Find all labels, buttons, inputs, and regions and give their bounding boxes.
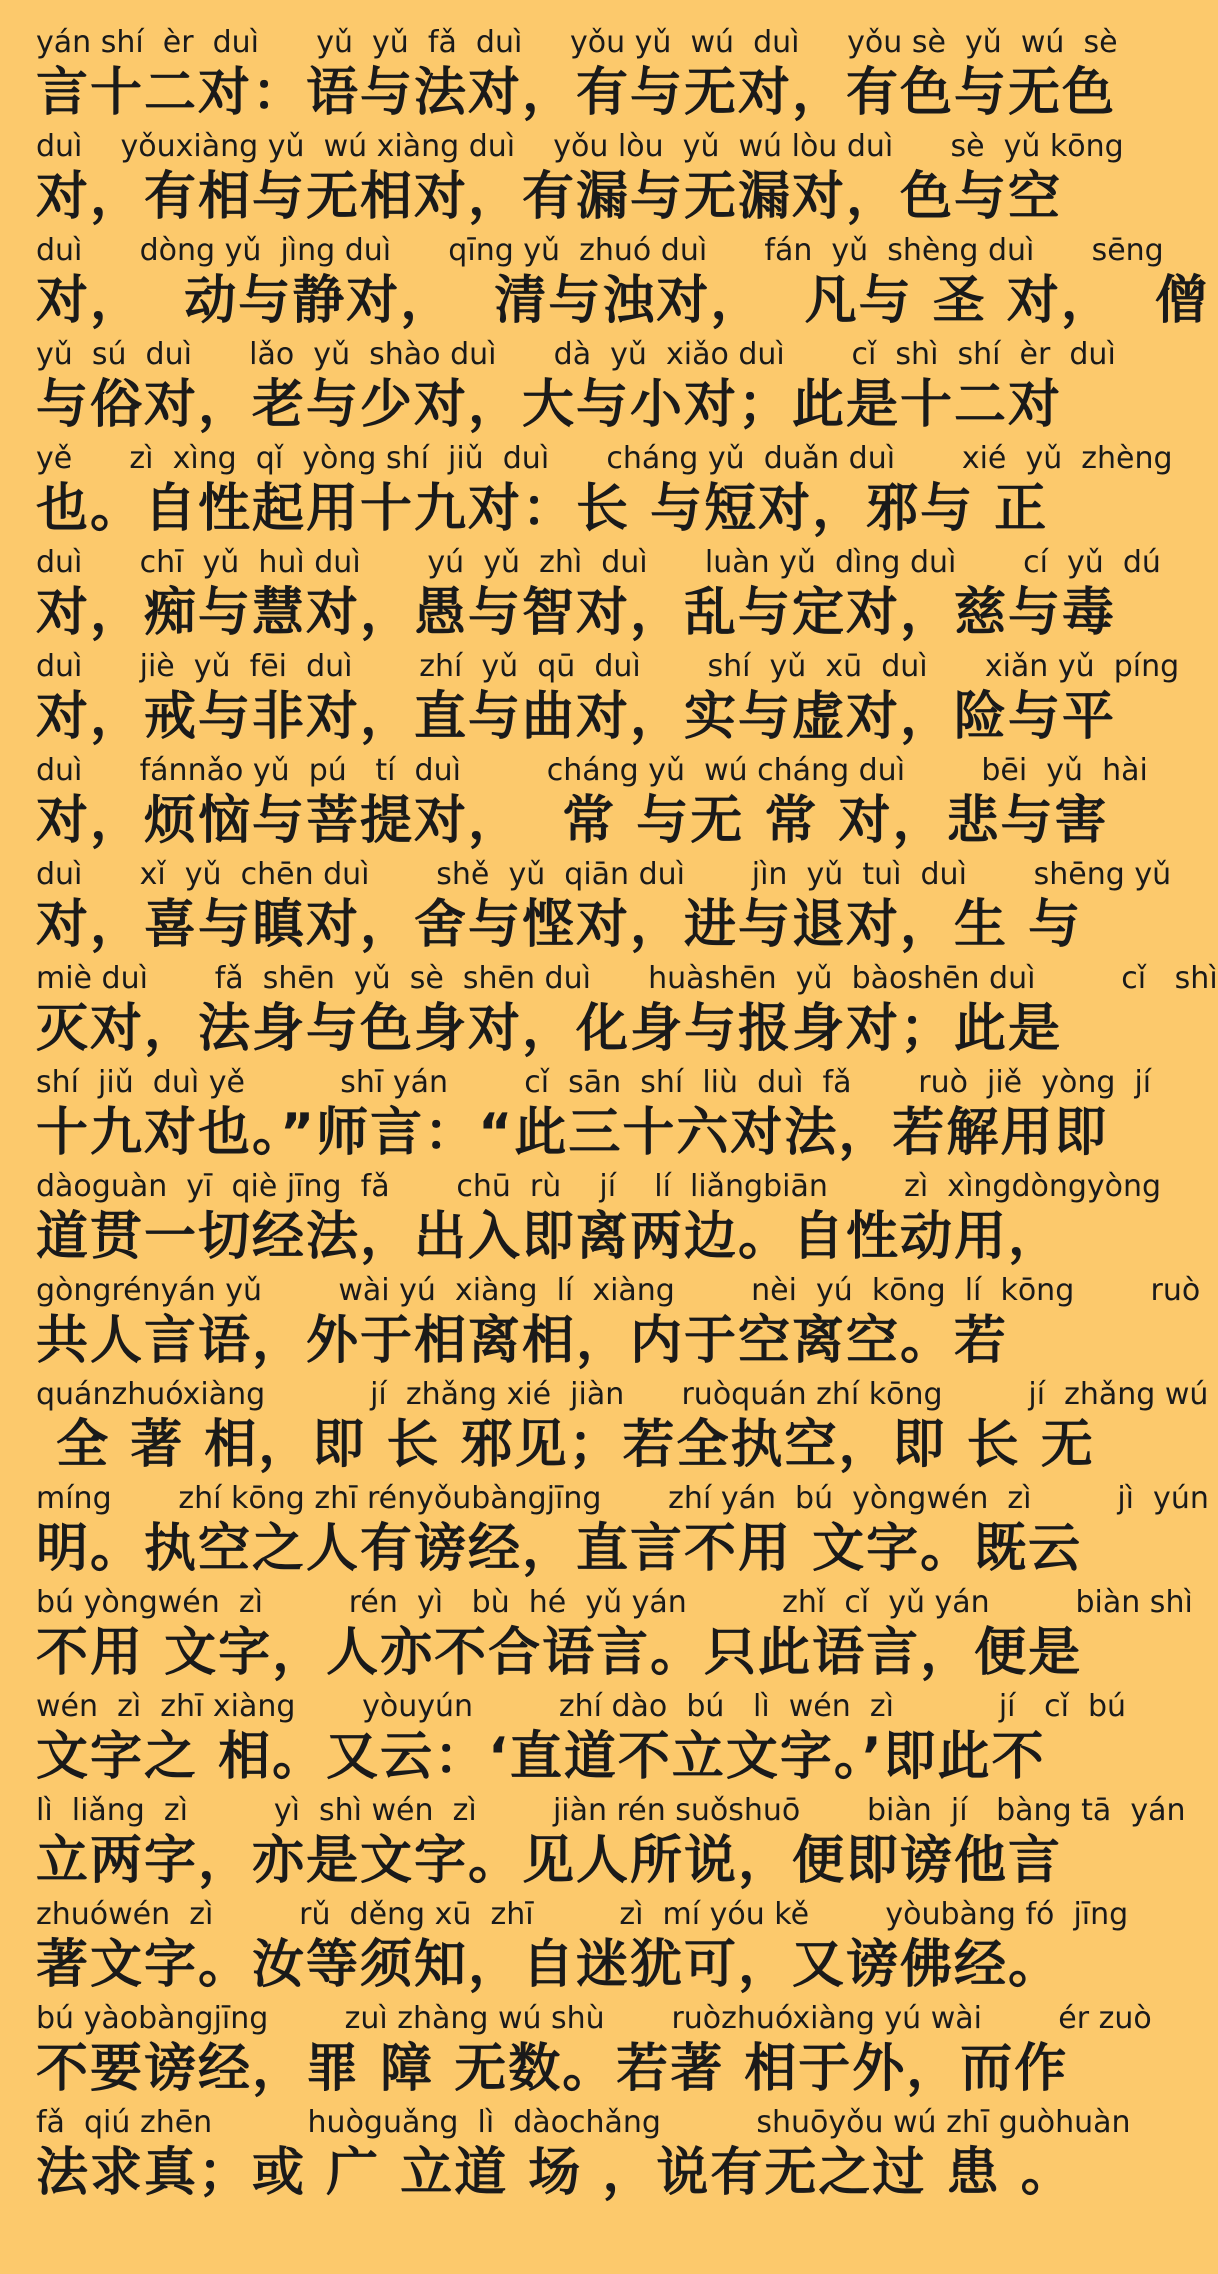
pinyin-row: míng zhí kōng zhī rényǒubàngjīng zhí yán bú yòngwén zì jì yún [36,1481,1209,1516]
text-line [36,752,1148,857]
pinyin-row: lì liǎng zì yì shì wén zì jiàn rén suǒshuō biàn jí bàng tā yán [36,1793,1186,1828]
hanzi-row: 不用 文字，人亦不合语言。只此语言，便是 [36,1623,1083,1683]
text-line [36,2104,1131,2209]
pinyin-row: bú yàobàngjīng zuì zhàng wú shù ruòzhuóxiàng yú wài ér zuò [36,2001,1152,2036]
pinyin-row: zhuówén zì rǔ děng xū zhī zì mí yóu kě yòubàng fó jīng [36,1897,1129,1932]
hanzi-row: 文字之 相。又云：‘直道不立文字。’即此不 [36,1727,1046,1787]
hanzi-row: 十九对也。”师言：“此三十六对法，若解用即 [36,1103,1109,1163]
pinyin-row: duì chī yǔ huì duì yú yǔ zhì duì luàn yǔ dìng duì cí yǔ dú [36,545,1161,580]
text-line [36,856,1172,961]
pinyin-row: dàoguàn yī qiè jīng fǎ chū rù jí lí liǎngbiān zì xìngdòngyòng [36,1169,1162,1204]
text-line [36,1896,1129,2001]
pinyin-row: miè duì fǎ shēn yǔ sè shēn duì huàshēn yǔ bàoshēn duì cǐ shì [36,961,1218,996]
text-line [36,1272,1201,1377]
pinyin-row: duì jiè yǔ fēi duì zhí yǔ qū duì shí yǔ xū duì xiǎn yǔ píng [36,649,1180,684]
hanzi-row: 与俗对，老与少对，大与小对；此是十二对 [36,375,1063,435]
text-line [36,336,1116,441]
pinyin-row: gòngrényán yǔ wài yú xiàng lí xiàng nèi yú kōng lí kōng ruò [36,1273,1201,1308]
hanzi-row: 全 著 相，即 长 邪见；若全执空，即 长 无 [36,1415,1095,1475]
text-line [36,648,1180,753]
text-line [36,440,1173,545]
hanzi-row: 对， 动与静对， 清与浊对， 凡与 圣 对， 僧 [36,271,1210,331]
hanzi-row: 立两字，亦是文字。见人所说，便即谤他言 [36,1831,1063,1891]
hanzi-row: 法求真；或 广 立道 场 ，说有无之过 患 。 [36,2143,1075,2203]
text-line [36,24,1118,129]
hanzi-row: 对，烦恼与菩提对， 常 与无 常 对，悲与害 [36,791,1109,851]
text-line [36,128,1124,233]
pinyin-row: wén zì zhī xiàng yòuyún zhí dào bú lì wén zì jí cǐ bú [36,1689,1127,1724]
hanzi-row: 对，有相与无相对，有漏与无漏对，色与空 [36,167,1063,227]
pinyin-row: quánzhuóxiàng jí zhǎng xié jiàn ruòquán zhí kōng jí zhǎng wú [36,1377,1209,1412]
pinyin-row: fǎ qiú zhēn huòguǎng lì dàochǎng shuōyǒu wú zhī guòhuàn [36,2105,1131,2140]
pinyin-row: yě zì xìng qǐ yòng shí jiǔ duì cháng yǔ duǎn duì xié yǔ zhèng [36,441,1173,476]
pinyin-row: yǔ sú duì lǎo yǔ shào duì dà yǔ xiǎo duì cǐ shì shí èr duì [36,337,1116,372]
hanzi-row: 不要谤经，罪 障 无数。若著 相于外，而作 [36,2039,1069,2099]
hanzi-row: 共人言语，外于相离相，内于空离空。若 [36,1311,1009,1371]
pinyin-row: duì yǒuxiàng yǔ wú xiàng duì yǒu lòu yǔ wú lòu duì sè yǔ kōng [36,129,1124,164]
text-line [36,1064,1152,1169]
pinyin-row: duì dòng yǔ jìng duì qīng yǔ zhuó duì fán yǔ shèng duì sēng [36,233,1164,268]
pinyin-row: bú yòngwén zì rén yì bù hé yǔ yán zhǐ cǐ yǔ yán biàn shì [36,1585,1193,1620]
text-line [36,960,1218,1065]
text-line [36,1688,1127,1793]
hanzi-row: 对，喜与瞋对，舍与悭对，进与退对，生 与 [36,895,1083,955]
text-line [36,544,1161,649]
text-line [36,1168,1162,1273]
hanzi-row: 明。执空之人有谤经，直言不用 文字。既云 [36,1519,1083,1579]
hanzi-row: 灭对，法身与色身对，化身与报身对；此是 [36,999,1063,1059]
text-line [36,1376,1209,1481]
pinyin-row: yán shí èr duì yǔ yǔ fǎ duì yǒu yǔ wú duì yǒu sè yǔ wú sè [36,25,1118,60]
hanzi-row: 对，戒与非对，直与曲对，实与虚对，险与平 [36,687,1117,747]
pinyin-row: shí jiǔ duì yě shī yán cǐ sān shí liù duì fǎ ruò jiě yòng jí [36,1065,1152,1100]
text-line [36,1480,1209,1585]
text-line [36,1584,1193,1689]
text-line [36,232,1210,337]
pinyin-row: duì xǐ yǔ chēn duì shě yǔ qiān duì jìn yǔ tuì duì shēng yǔ [36,857,1172,892]
hanzi-row: 著文字。汝等须知，自迷犹可，又谤佛经。 [36,1935,1063,1995]
text-line [36,1792,1186,1897]
text-line [36,2000,1152,2105]
hanzi-row: 言十二对：语与法对，有与无对，有色与无色 [36,63,1117,123]
hanzi-row: 道贯一切经法，出入即离两边。自性动用， [36,1207,1063,1267]
pinyin-row: duì fánnǎo yǔ pú tí duì cháng yǔ wú cháng duì bēi yǔ hài [36,753,1148,788]
hanzi-row: 对，痴与慧对，愚与智对，乱与定对，慈与毒 [36,583,1117,643]
hanzi-row: 也。自性起用十九对：长 与短对，邪与 正 [36,479,1049,539]
